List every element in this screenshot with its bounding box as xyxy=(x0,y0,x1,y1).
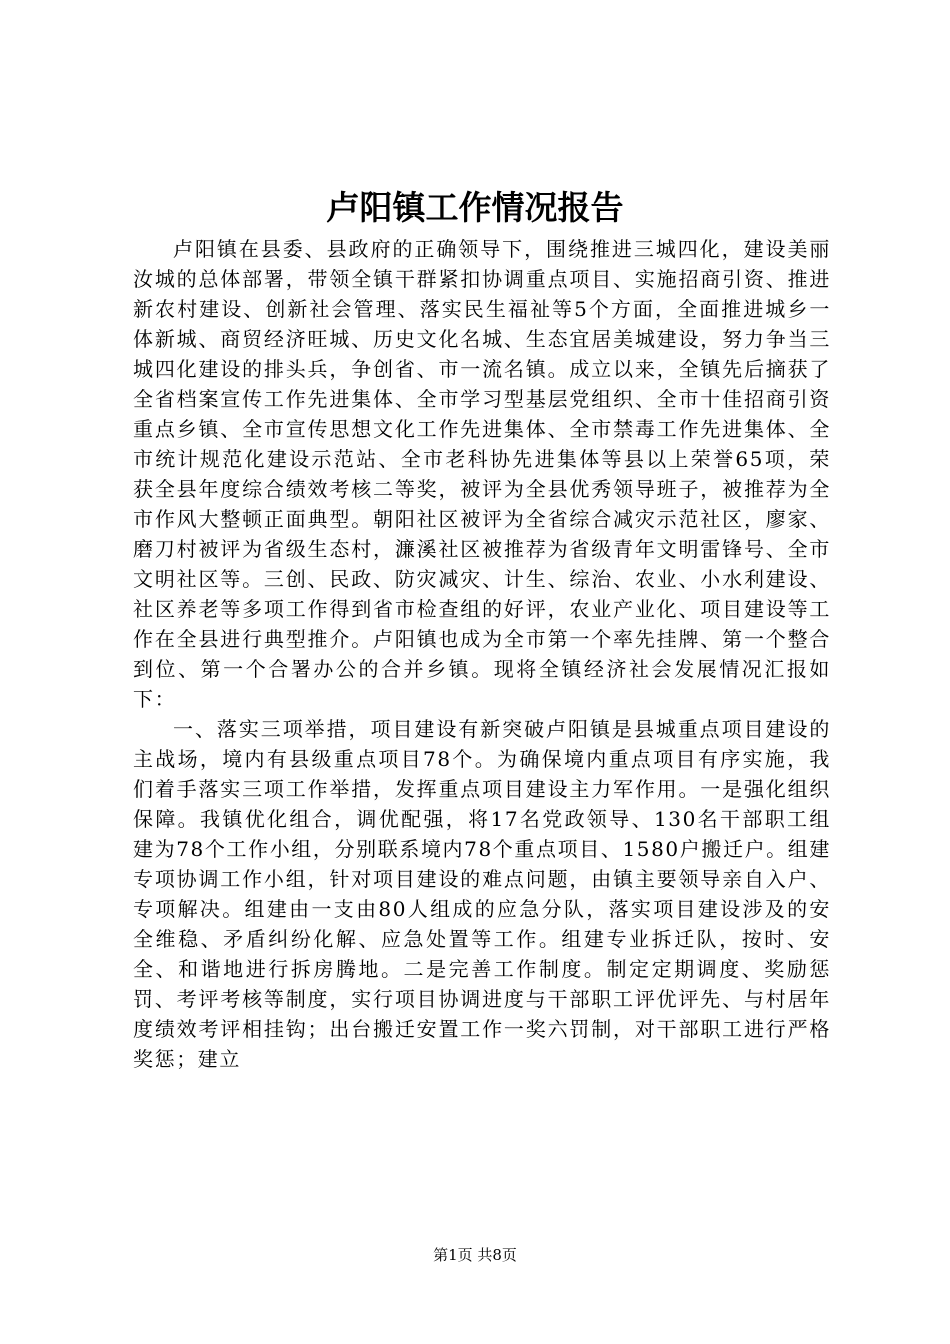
body-paragraph: 卢阳镇在县委、县政府的正确领导下，围绕推进三城四化，建设美丽汝城的总体部署，带领全镇干群紧扣协调重点项目、实施招商引资、推进新农村建设、创新社会管理、落实民生福祉等5个方面，全面推进城乡一体新城、商贸经济旺城、历史文化名城、生态宜居美城建设，努力争当三城四化建设的排头兵，争创省、市一流名镇。成立以来，全镇先后摘获了全省档案宣传工作先进集体、全市学习型基层党组织、全市十佳招商引资重点乡镇、全市宣传思想文化工作先进集体、全市禁毒工作先进集体、全市统计规范化建设示范站、全市老科协先进集体等县以上荣誉65项，荣获全县年度综合绩效考核二等奖，被评为全县优秀领导班子，被推荐为全市作风大整顿正面典型。朝阳社区被评为全省综合减灾示范社区，廖家、磨刀村被评为省级生态村，濂溪社区被推荐为省级青年文明雷锋号、全市文明社区等。三创、民政、防灾减灾、计生、综治、农业、小水利建设、社区养老等多项工作得到省市检查组的好评，农业产业化、项目建设等工作在全县进行典型推介。卢阳镇也成为全市第一个率先挂牌、第一个整合到位、第一个合署办公的合并乡镇。现将全镇经济社会发展情况汇报如下： xyxy=(133,237,831,711)
body-paragraph: 一、落实三项举措，项目建设有新突破卢阳镇是县城重点项目建设的主战场，境内有县级重点项目78个。为确保境内重点项目有序实施，我们着手落实三项工作举措，发挥重点项目建设主力军作用。一是强化组织保障。我镇优化组合，调优配强，将17名党政领导、130名干部职工组建为78个工作小组，分别联系境内78个重点项目、1580户搬迁户。组建专项协调工作小组，针对项目建设的难点问题，由镇主要领导亲自入户、专项解决。组建由一支由80人组成的应急分队，落实项目建设涉及的安全维稳、矛盾纠纷化解、应急处置等工作。组建专业拆迁队，按时、安全、和谐地进行拆房腾地。二是完善工作制度。制定定期调度、奖励惩罚、考评考核等制度，实行项目协调进度与干部职工评优评先、与村居年度绩效考评相挂钩；出台搬迁安置工作一奖六罚制，对干部职工进行严格奖惩；建立 xyxy=(133,717,831,1071)
document-body xyxy=(133,234,831,1074)
page-title: 卢阳镇工作情况报告 xyxy=(326,188,624,227)
page-footer: 第1页 共8页 xyxy=(433,1246,517,1264)
